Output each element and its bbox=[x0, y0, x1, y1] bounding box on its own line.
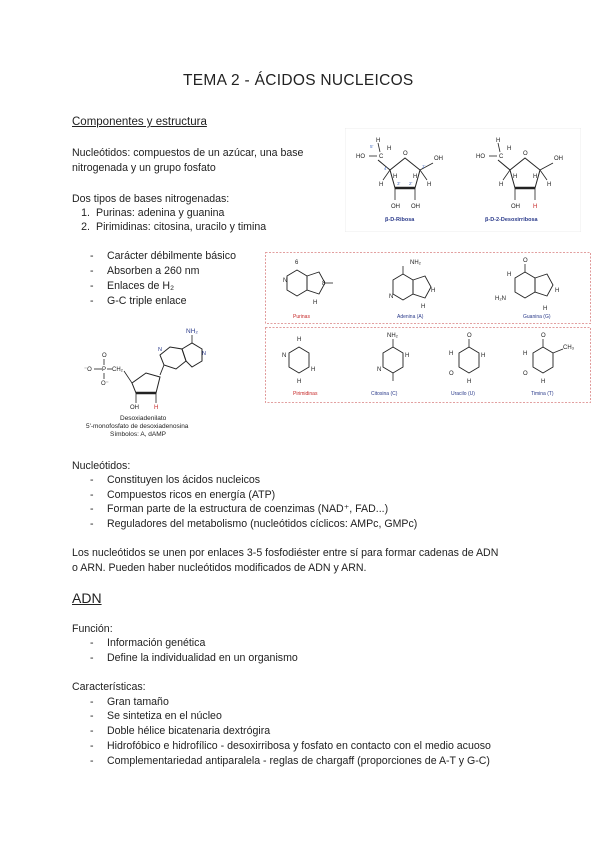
guanine-label: Guanina (G) bbox=[523, 314, 551, 320]
svg-text:1': 1' bbox=[422, 164, 426, 169]
svg-text:H: H bbox=[467, 379, 472, 385]
svg-text:O: O bbox=[403, 151, 408, 157]
paragraph-line1: Los nucleótidos se unen por enlaces 3-5 fosfodiéster entre sí para formar cadenas de ADN bbox=[72, 547, 499, 559]
svg-text:H: H bbox=[555, 288, 560, 294]
svg-text:H: H bbox=[405, 353, 410, 359]
svg-text:NH₂: NH₂ bbox=[410, 260, 421, 266]
adn-heading: ADN bbox=[72, 590, 102, 606]
svg-text:O: O bbox=[523, 258, 528, 264]
damp-figure bbox=[80, 325, 250, 440]
svg-text:⁻O: ⁻O bbox=[84, 367, 92, 373]
svg-text:N: N bbox=[282, 353, 287, 359]
ribose-label: β-D-Ribosa bbox=[385, 217, 415, 223]
thymine-label: Timina (T) bbox=[531, 391, 554, 397]
svg-text:H: H bbox=[499, 182, 504, 188]
svg-text:H: H bbox=[513, 174, 518, 180]
damp-name: Desoxiadenilato bbox=[120, 415, 167, 422]
svg-text:NH₂: NH₂ bbox=[387, 333, 398, 339]
sugars-figure bbox=[345, 128, 581, 232]
svg-text:H: H bbox=[449, 351, 454, 357]
svg-text:H₂N: H₂N bbox=[495, 296, 506, 302]
nucleotidos-definition-line2: nitrogenada y un grupo fosfato bbox=[72, 162, 216, 174]
section-heading-componentes: Componentes y estructura bbox=[72, 116, 207, 128]
nucleotidos-heading: Nucleótidos: bbox=[72, 460, 131, 472]
svg-text:H: H bbox=[496, 138, 501, 144]
paragraph-line2: o ARN. Pueden haber nucleótidos modificados de ADN y ARN. bbox=[72, 562, 367, 574]
svg-text:OH: OH bbox=[391, 204, 400, 210]
svg-text:H: H bbox=[387, 146, 392, 152]
svg-text:C: C bbox=[379, 154, 384, 160]
svg-text:H: H bbox=[297, 337, 302, 343]
svg-text:H: H bbox=[533, 174, 538, 180]
svg-text:O: O bbox=[467, 333, 472, 339]
svg-text:H: H bbox=[481, 353, 486, 359]
svg-text:C: C bbox=[499, 154, 504, 160]
svg-text:NH₂: NH₂ bbox=[186, 328, 198, 335]
svg-text:OH: OH bbox=[411, 204, 420, 210]
funcion-label: Función: bbox=[72, 623, 113, 635]
bases-intro: Dos tipos de bases nitrogenadas: bbox=[72, 193, 230, 205]
svg-text:N: N bbox=[377, 367, 382, 373]
damp-symbols: Símbolos: A, dAMP bbox=[110, 431, 166, 438]
svg-text:N: N bbox=[158, 347, 162, 353]
svg-text:HO: HO bbox=[476, 154, 485, 160]
svg-text:6: 6 bbox=[295, 260, 299, 266]
svg-text:O: O bbox=[523, 151, 528, 157]
deoxyribose-label: β-D-2-Desoxirribosa bbox=[485, 217, 538, 223]
svg-text:H: H bbox=[393, 174, 398, 180]
svg-text:H: H bbox=[543, 306, 548, 312]
svg-text:5': 5' bbox=[370, 144, 374, 149]
svg-text:H: H bbox=[421, 304, 426, 310]
svg-text:H: H bbox=[379, 182, 384, 188]
svg-text:OH: OH bbox=[554, 156, 563, 162]
svg-text:O⁻: O⁻ bbox=[101, 381, 109, 387]
uracil-label: Uracilo (U) bbox=[451, 391, 475, 397]
svg-text:N: N bbox=[389, 294, 394, 300]
svg-text:H: H bbox=[297, 379, 302, 385]
svg-text:N: N bbox=[283, 278, 288, 284]
svg-text:3': 3' bbox=[397, 181, 401, 186]
svg-text:H: H bbox=[533, 204, 538, 210]
svg-text:H: H bbox=[376, 138, 381, 144]
svg-text:OH: OH bbox=[130, 405, 139, 411]
pyrimidines-group-label: Pirimidinas bbox=[293, 391, 318, 397]
pyrimidines-figure bbox=[265, 327, 591, 403]
svg-text:O: O bbox=[541, 333, 546, 339]
svg-text:H: H bbox=[154, 405, 159, 411]
svg-text:H: H bbox=[507, 146, 512, 152]
purines-figure bbox=[265, 252, 591, 324]
svg-text:P: P bbox=[102, 367, 107, 373]
svg-text:H: H bbox=[431, 288, 436, 294]
caracteristicas-label: Características: bbox=[72, 681, 146, 693]
svg-text:H: H bbox=[413, 174, 418, 180]
nucleotidos-definition-line1: Nucleótidos: compuestos de un azúcar, una base bbox=[72, 147, 304, 159]
svg-text:H: H bbox=[523, 351, 528, 357]
damp-structure bbox=[84, 328, 206, 411]
svg-text:CH₃: CH₃ bbox=[563, 345, 575, 351]
svg-text:HO: HO bbox=[356, 154, 365, 160]
svg-text:N: N bbox=[202, 351, 206, 357]
svg-text:H: H bbox=[507, 272, 512, 278]
purines-group-label: Purinas bbox=[293, 314, 310, 320]
svg-text:H: H bbox=[541, 379, 546, 385]
svg-text:OH: OH bbox=[434, 156, 443, 162]
damp-description: 5'-monofosfato de desoxiadenosina bbox=[86, 423, 189, 430]
svg-text:2': 2' bbox=[409, 181, 413, 186]
svg-text:H: H bbox=[313, 300, 318, 306]
cytosine-label: Citosina (C) bbox=[371, 391, 398, 397]
svg-text:H: H bbox=[427, 182, 432, 188]
adenine-label: Adenina (A) bbox=[397, 314, 424, 320]
svg-text:OH: OH bbox=[511, 204, 520, 210]
svg-text:O: O bbox=[523, 371, 528, 377]
svg-text:O: O bbox=[449, 371, 454, 377]
svg-text:CH₂: CH₂ bbox=[112, 367, 123, 373]
svg-text:4': 4' bbox=[384, 166, 388, 171]
svg-text:H: H bbox=[547, 182, 552, 188]
page-title: TEMA 2 - ÁCIDOS NUCLEICOS bbox=[183, 72, 414, 89]
svg-text:H: H bbox=[311, 367, 316, 373]
svg-text:8: 8 bbox=[322, 281, 326, 287]
svg-text:O: O bbox=[102, 353, 107, 359]
